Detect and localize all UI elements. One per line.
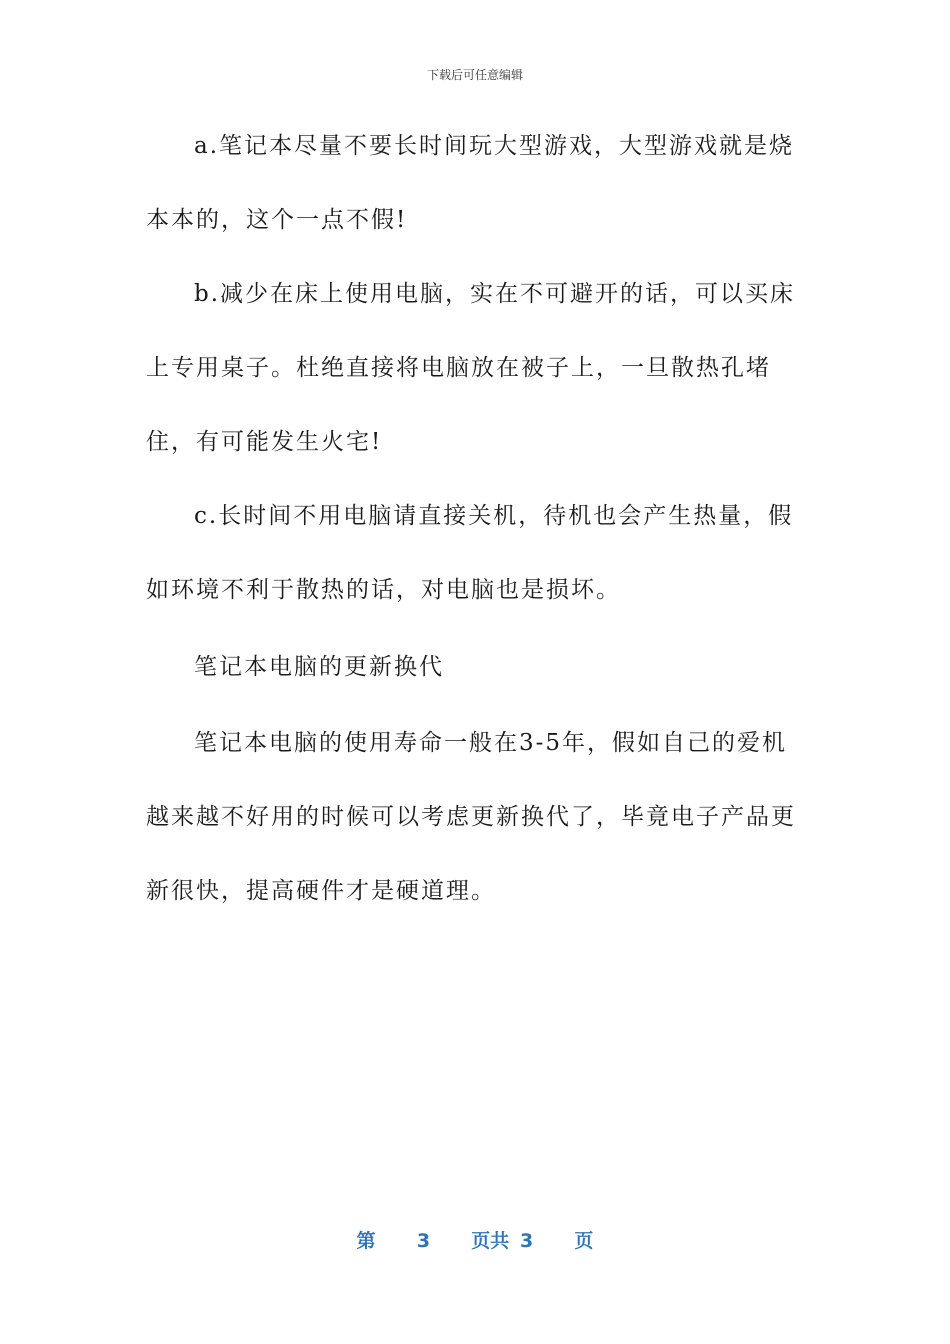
footer-current-page: 3	[416, 1230, 431, 1252]
paragraph-tip-b: b.减少在床上使用电脑，实在不可避开的话，可以买床上专用桌子。杜绝直接将电脑放在被子上，一旦散热孔堵住，有可能发生火宅!	[146, 281, 796, 455]
paragraph-tip-c: c.长时间不用电脑请直接关机，待机也会产生热量，假如环境不利于散热的话，对电脑也是损坏。	[146, 503, 794, 603]
section-heading: 笔记本电脑的更新换代	[194, 654, 444, 680]
footer-mid: 页共	[471, 1230, 510, 1252]
paragraph-update: 笔记本电脑的使用寿命一般在3-5年，假如自己的爱机越来越不好用的时候可以考虑更新换代了，毕竟电子产品更新很快，提高硬件才是硬道理。	[146, 730, 796, 904]
paragraph-tip-a: a.笔记本尽量不要长时间玩大型游戏，大型游戏就是烧本本的，这个一点不假!	[146, 133, 795, 233]
footer-total-pages: 3	[519, 1230, 534, 1252]
page-footer	[0, 1226, 950, 1253]
footer-prefix: 第	[356, 1230, 376, 1252]
page-header: 下载后可任意编辑	[426, 68, 523, 82]
footer-suffix: 页	[574, 1230, 594, 1252]
